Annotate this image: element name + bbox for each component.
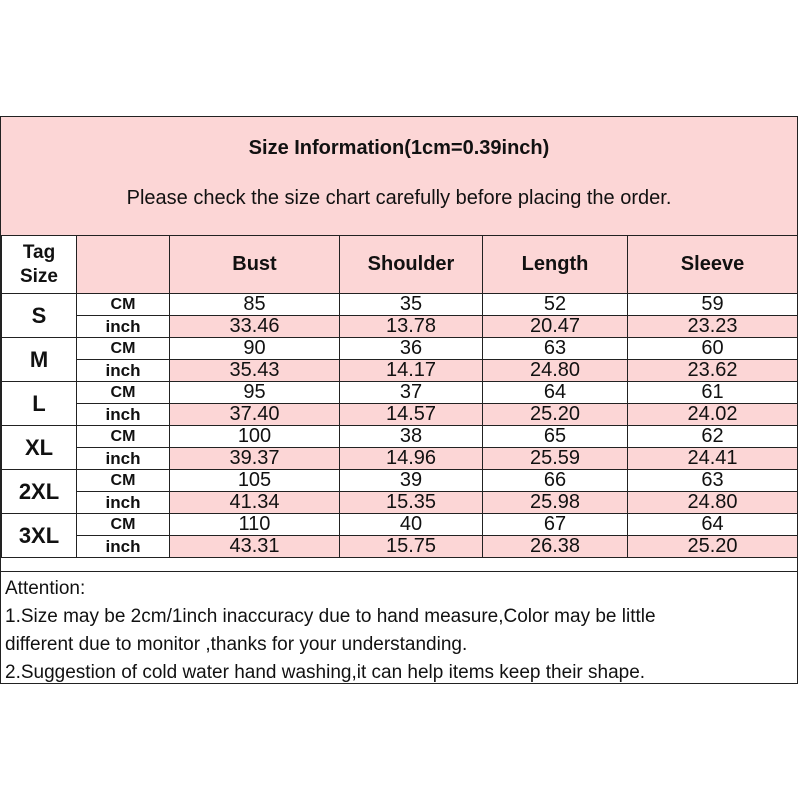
bust-value: 90 (170, 338, 340, 360)
table-row (2, 448, 798, 470)
column-header-length: Length (483, 236, 628, 294)
column-header-bust: Bust (170, 236, 340, 294)
length-value: 63 (483, 338, 628, 360)
bust-value: 33.46 (170, 316, 340, 338)
bust-value: 110 (170, 514, 340, 536)
tag-size-header (2, 236, 77, 294)
table-row (2, 492, 798, 514)
tag-header-line1: Tag (22, 241, 56, 263)
column-header-shoulder: Shoulder (340, 236, 483, 294)
sleeve-value: 23.62 (628, 360, 798, 382)
unit-label: CM (77, 426, 170, 448)
chart-subtitle: Please check the size chart carefully before placing the order. (126, 187, 672, 209)
unit-label: CM (77, 338, 170, 360)
unit-label: inch (77, 492, 170, 514)
shoulder-value: 38 (340, 426, 483, 448)
table-row (2, 382, 798, 404)
size-label: XL (2, 426, 77, 470)
table-row (2, 536, 798, 558)
length-value: 64 (483, 382, 628, 404)
attention-notes (1, 571, 797, 683)
sleeve-value: 24.41 (628, 448, 798, 470)
shoulder-value: 15.75 (340, 536, 483, 558)
sleeve-value: 23.23 (628, 316, 798, 338)
bust-value: 95 (170, 382, 340, 404)
bust-value: 85 (170, 294, 340, 316)
column-header-sleeve: Sleeve (628, 236, 798, 294)
chart-title: Size Information(1cm=0.39inch) (248, 137, 550, 159)
sleeve-value: 59 (628, 294, 798, 316)
unit-label: inch (77, 316, 170, 338)
bust-value: 105 (170, 470, 340, 492)
shoulder-value: 37 (340, 382, 483, 404)
unit-label: CM (77, 294, 170, 316)
bust-value: 43.31 (170, 536, 340, 558)
attention-heading: Attention: (5, 578, 86, 599)
size-label: L (2, 382, 77, 426)
sleeve-value: 64 (628, 514, 798, 536)
table-row (2, 338, 798, 360)
size-table (1, 235, 798, 558)
sleeve-value: 24.80 (628, 492, 798, 514)
table-row (2, 294, 798, 316)
table-row (2, 316, 798, 338)
size-label: 3XL (2, 514, 77, 558)
chart-header (1, 117, 797, 236)
shoulder-value: 13.78 (340, 316, 483, 338)
attention-line-1: 1.Size may be 2cm/1inch inaccuracy due to hand measure,Color may be little (5, 606, 656, 627)
unit-label: CM (77, 470, 170, 492)
sleeve-value: 61 (628, 382, 798, 404)
attention-line-2: different due to monitor ,thanks for your understanding. (5, 634, 468, 655)
bust-value: 39.37 (170, 448, 340, 470)
shoulder-value: 14.17 (340, 360, 483, 382)
length-value: 25.20 (483, 404, 628, 426)
size-label: M (2, 338, 77, 382)
shoulder-value: 15.35 (340, 492, 483, 514)
size-label: S (2, 294, 77, 338)
unit-label: CM (77, 514, 170, 536)
bust-value: 35.43 (170, 360, 340, 382)
table-row (2, 360, 798, 382)
table-row (2, 426, 798, 448)
shoulder-value: 36 (340, 338, 483, 360)
unit-label: CM (77, 382, 170, 404)
table-row (2, 404, 798, 426)
shoulder-value: 14.96 (340, 448, 483, 470)
length-value: 66 (483, 470, 628, 492)
unit-label: inch (77, 536, 170, 558)
shoulder-value: 40 (340, 514, 483, 536)
length-value: 25.98 (483, 492, 628, 514)
unit-label: inch (77, 360, 170, 382)
table-row (2, 514, 798, 536)
shoulder-value: 35 (340, 294, 483, 316)
bust-value: 37.40 (170, 404, 340, 426)
sleeve-value: 62 (628, 426, 798, 448)
unit-label: inch (77, 448, 170, 470)
length-value: 24.80 (483, 360, 628, 382)
size-chart (0, 116, 798, 684)
length-value: 52 (483, 294, 628, 316)
bust-value: 41.34 (170, 492, 340, 514)
length-value: 26.38 (483, 536, 628, 558)
sleeve-value: 60 (628, 338, 798, 360)
unit-label: inch (77, 404, 170, 426)
sleeve-value: 63 (628, 470, 798, 492)
table-header-row (2, 236, 798, 294)
bust-value: 100 (170, 426, 340, 448)
unit-header (77, 236, 170, 294)
size-label: 2XL (2, 470, 77, 514)
length-value: 20.47 (483, 316, 628, 338)
length-value: 25.59 (483, 448, 628, 470)
tag-header-line2: Size (19, 265, 59, 287)
sleeve-value: 24.02 (628, 404, 798, 426)
attention-line-3: 2.Suggestion of cold water hand washing,it can help items keep their shape. (5, 662, 646, 683)
length-value: 67 (483, 514, 628, 536)
length-value: 65 (483, 426, 628, 448)
table-row (2, 470, 798, 492)
shoulder-value: 14.57 (340, 404, 483, 426)
sleeve-value: 25.20 (628, 536, 798, 558)
shoulder-value: 39 (340, 470, 483, 492)
